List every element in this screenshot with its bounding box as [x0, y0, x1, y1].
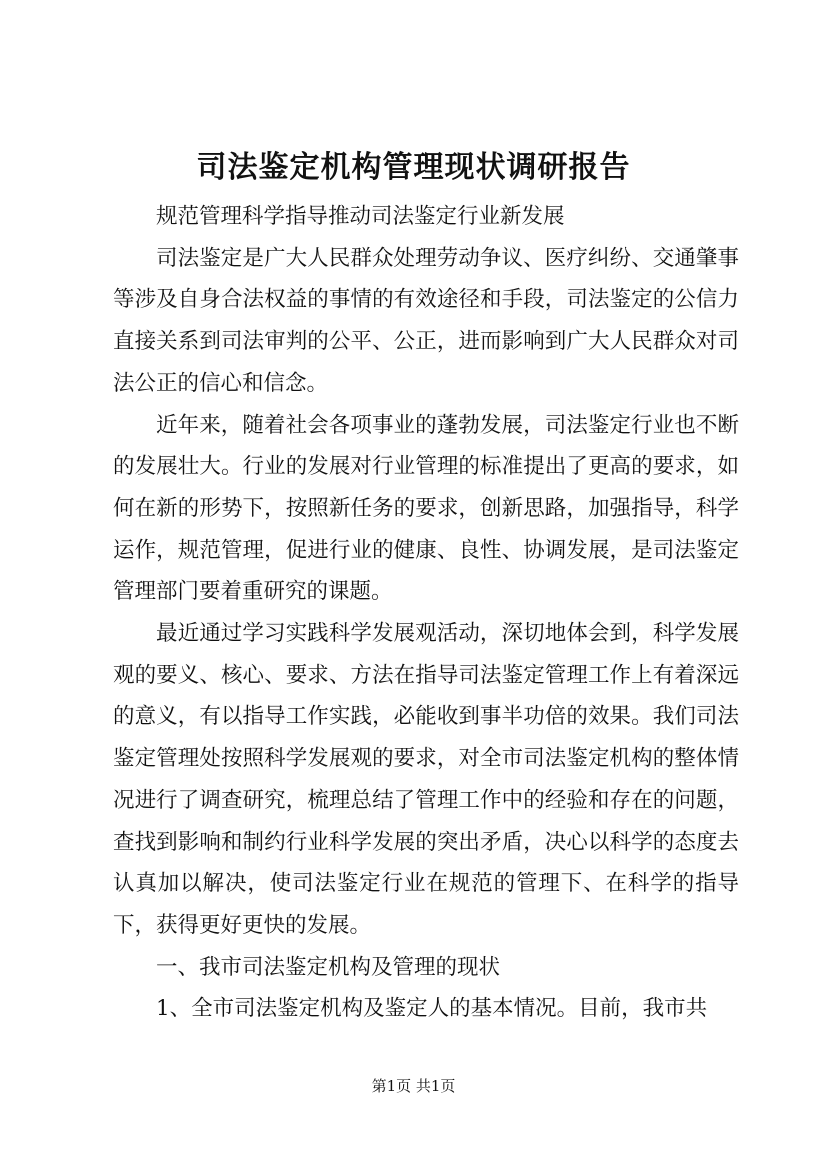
body-paragraph: 近年来，随着社会各项事业的蓬勃发展，司法鉴定行业也不断的发展壮大。行业的发展对行业管理的标准提出了更高的要求，如何在新的形势下，按照新任务的要求，创新思路，加强指导，科学运作，规范管理，促进行业的健康、良性、协调发展，是司法鉴定管理部门要着重研究的课题。 — [113, 412, 739, 605]
body-paragraph: 最近通过学习实践科学发展观活动，深切地体会到，科学发展观的要义、核心、要求、方法在指导司法鉴定管理工作上有着深远的意义，有以指导工作实践，必能收到事半功倍的效果。我们司法鉴定管理处按照科学发展观的要求，对全市司法鉴定机构的整体情况进行了调查研究，梳理总结了管理工作中的经验和存在的问题，查找到影响和制约行业科学发展的突出矛盾，决心以科学的态度去认真加以解决，使司法鉴定行业在规范的管理下、在科学的指导下，获得更好更快的发展。 — [113, 621, 739, 938]
document-body — [113, 196, 739, 1030]
document-title: 司法鉴定机构管理现状调研报告 — [196, 150, 631, 185]
subtitle-paragraph: 规范管理科学指导推动司法鉴定行业新发展 — [156, 204, 565, 229]
body-paragraph: 司法鉴定是广大人民群众处理劳动争议、医疗纠纷、交通肇事等涉及自身合法权益的事情的有效途径和手段，司法鉴定的公信力直接关系到司法审判的公平、公正，进而影响到广大人民群众对司法公正的信心和信念。 — [113, 245, 739, 396]
section-heading: 一、我市司法鉴定机构及管理的现状 — [156, 954, 501, 980]
body-paragraph: 1、全市司法鉴定机构及鉴定人的基本情况。目前，我市共 — [156, 996, 708, 1022]
page-footer: 第1页 共1页 — [371, 1077, 456, 1095]
